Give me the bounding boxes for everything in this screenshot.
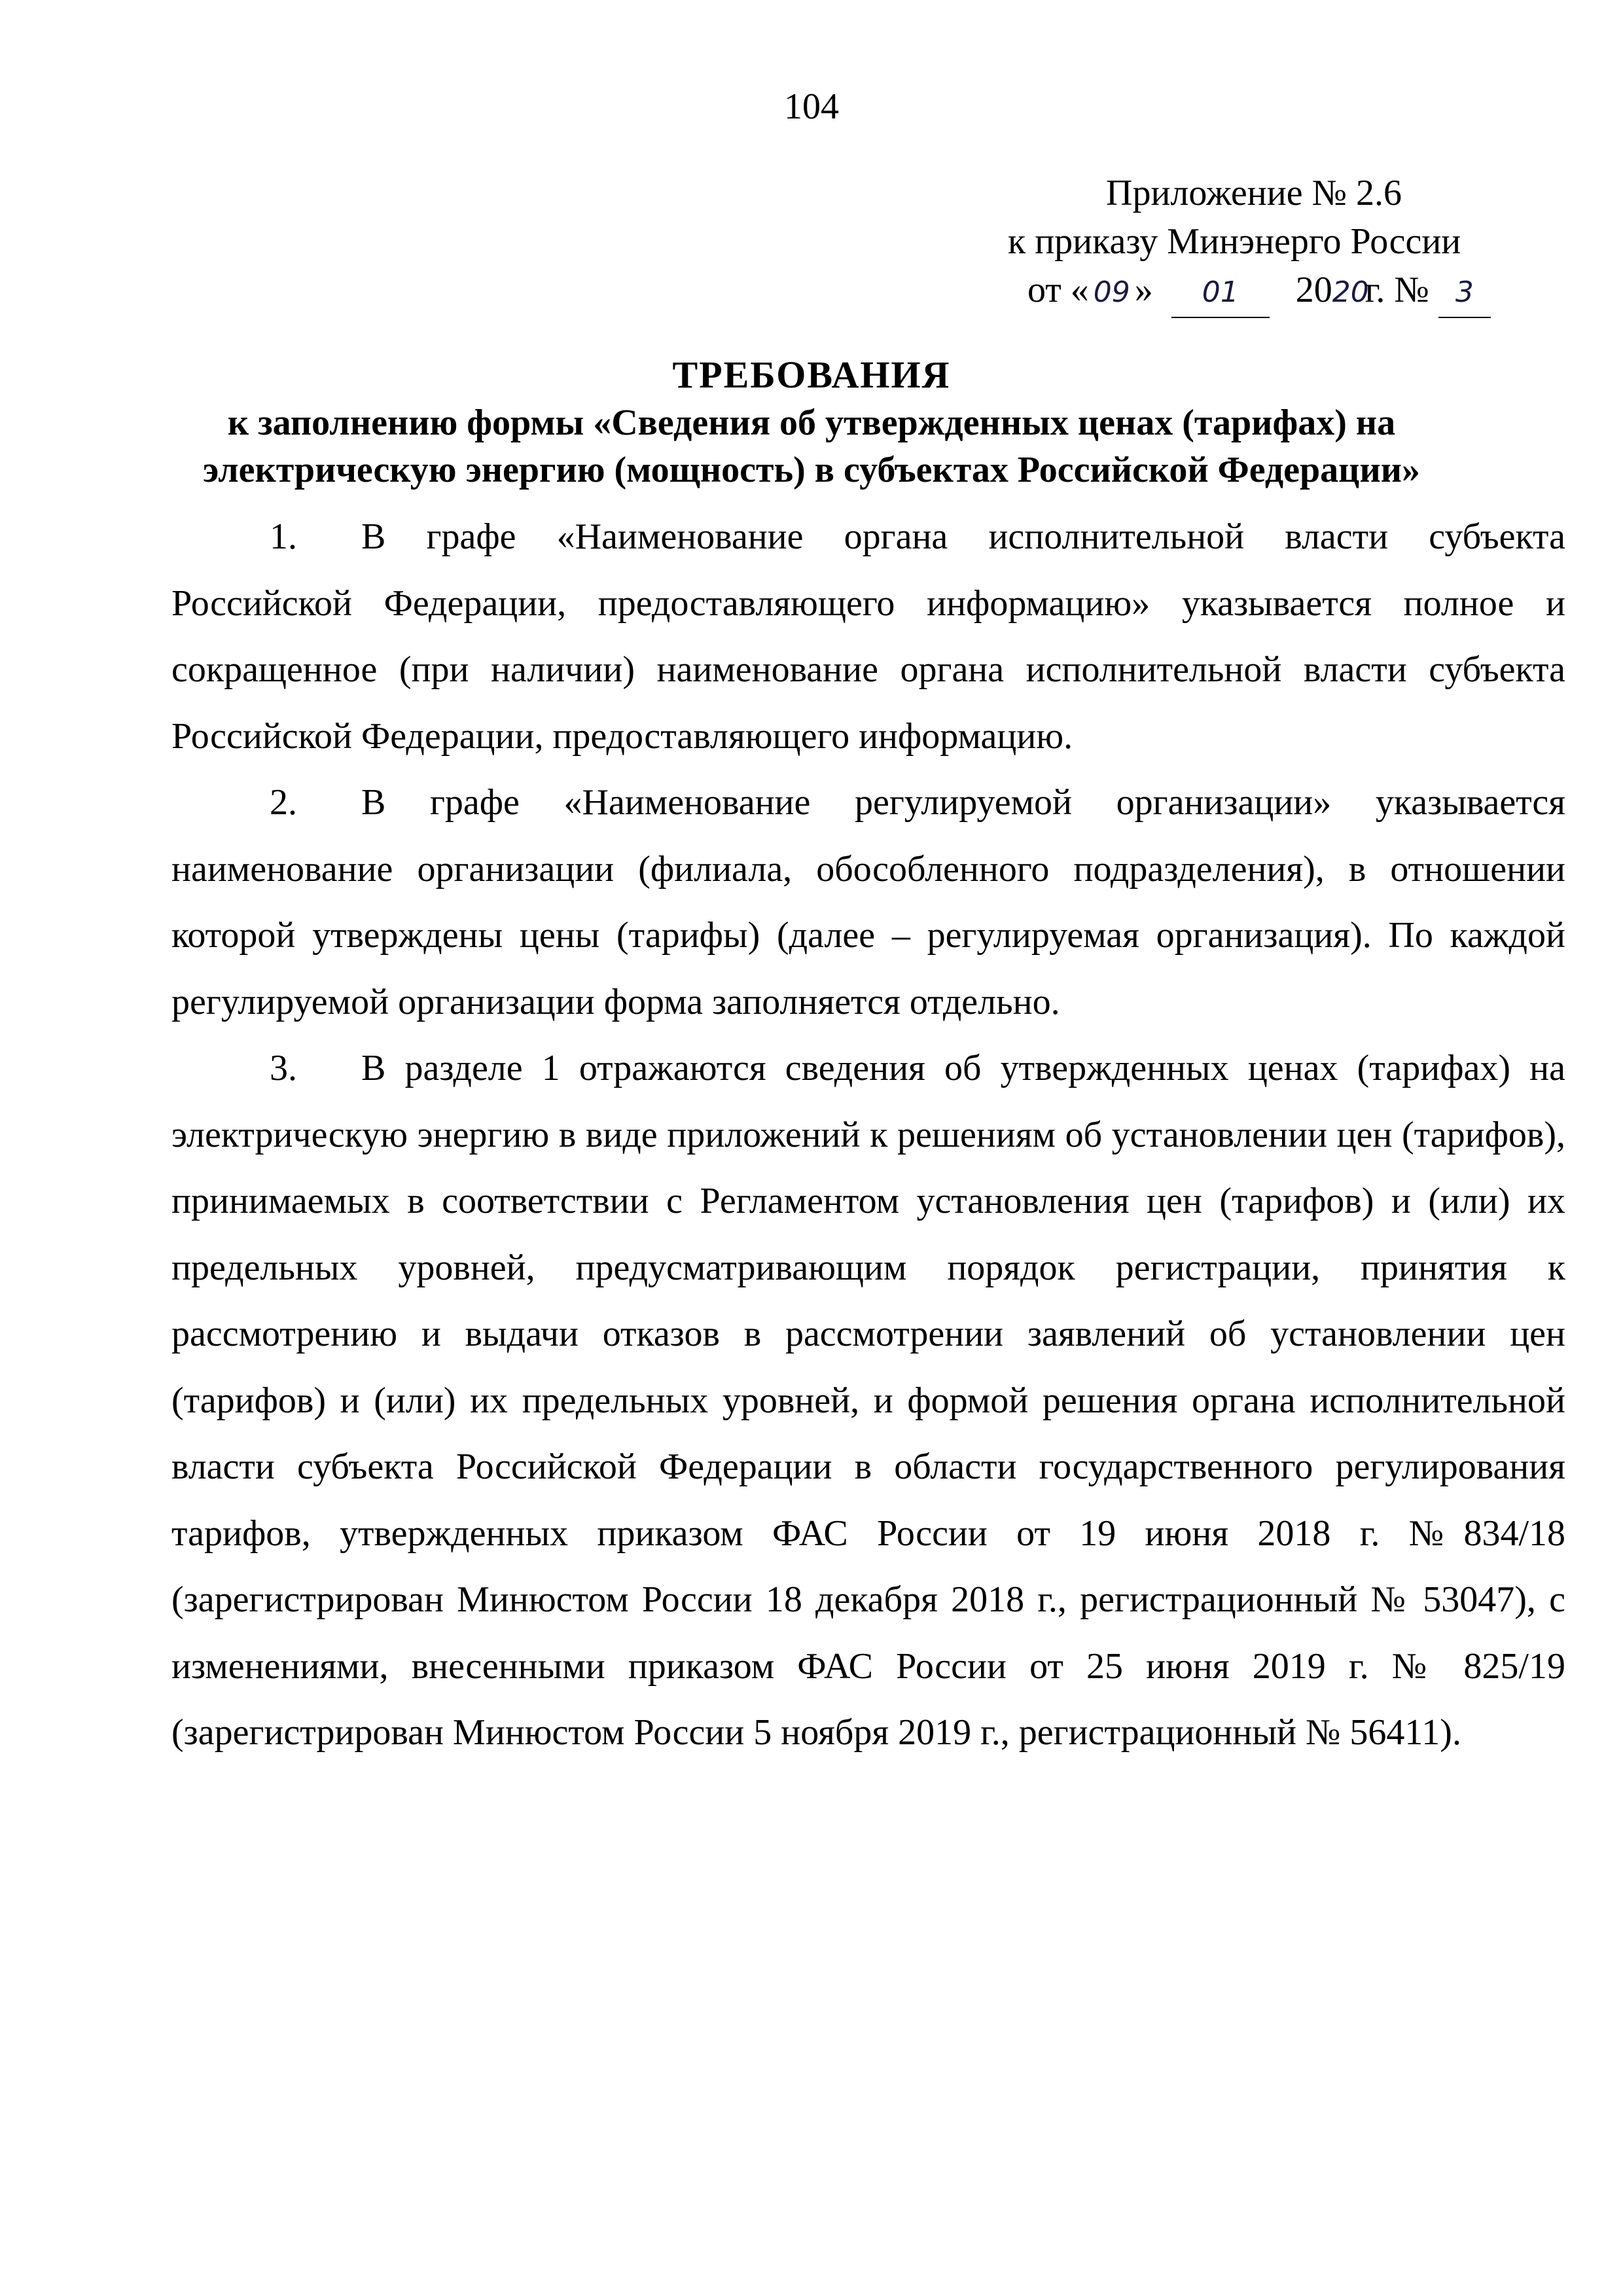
paragraph-text: В разделе 1 отражаются сведения об утвержденных ценах (тарифах) на электрическую энергию в виде приложений к решениям об установлении цен (тарифов), принимаемых в соответствии с Регламентом установления цен (тарифов) и (или) их предельных уровней, предусматривающим порядок регистрации, принятия к рассмотрению и выдачи отказов в рассмотрении заявлений об установлении цен (тарифов) и (или) их предельных уровней, и формой решения органа исполнительной власти субъекта Российской Федерации в области государственного регулирования тарифов, утвержденных приказом ФАС России от 19 июня 2018 г. №834/18 (зарегистрирован Минюстом России 18 декабря 2018 г., регистрационный № 53047), с изменениями, внесенными приказом ФАС России от 25 июня 2019 г. № 825/19 (зарегистрирован Минюстом России 5 ноября 2019 г., регистрационный № 56411).: [171, 1048, 1565, 1753]
paragraph-number: 3.: [270, 1048, 297, 1088]
paragraph-number: 2.: [270, 782, 297, 823]
title-line-3: электрическую энергию (мощность) в субъектах Российской Федерации»: [203, 450, 1420, 490]
page-number: 104: [784, 86, 839, 127]
date-prefix: от «: [1027, 270, 1089, 310]
order-number-label: г. №: [1364, 270, 1429, 310]
document-title: [170, 351, 1453, 493]
paragraph-text: В графе «Наименование органа исполнительной власти субъекта Российской Федерации, предоставляющего информацию» указывается полное и сокращенное (при наличии) наименование органа исполнительной власти субъекта Российской Федерации, предоставляющего информацию.: [171, 516, 1565, 757]
handwritten-year: 20: [1332, 276, 1369, 309]
paragraph-number: 1.: [270, 516, 297, 557]
appendix-title: Приложение № 2.6: [1106, 173, 1402, 213]
date-mid: »: [1134, 270, 1153, 310]
year-prefix: 20: [1295, 270, 1332, 310]
handwritten-month: 01: [1171, 268, 1270, 318]
appendix-header: [949, 169, 1505, 318]
paragraph-text: В графе «Наименование регулируемой организации» указывается наименование организации (филиала, обособленного подразделения), в отношении которой утверждены цены (тарифы) (далее – регулируемая организация). По каждой регулируемой организации форма заполняется отдельно.: [171, 782, 1565, 1022]
title-main: ТРЕБОВАНИЯ: [672, 353, 951, 396]
paragraph-1: [171, 504, 1565, 770]
paragraph-2: [171, 770, 1565, 1035]
appendix-date-number: [949, 266, 1505, 318]
paragraph-3: [171, 1035, 1565, 1767]
appendix-order-ref: к приказу Минэнерго России: [1008, 221, 1461, 262]
handwritten-order-number: 3: [1438, 268, 1491, 318]
document-body: [171, 504, 1565, 1767]
handwritten-day: 09: [1093, 276, 1130, 309]
title-line-2: к заполнению формы «Сведения об утвержденных ценах (тарифах) на: [227, 403, 1396, 443]
